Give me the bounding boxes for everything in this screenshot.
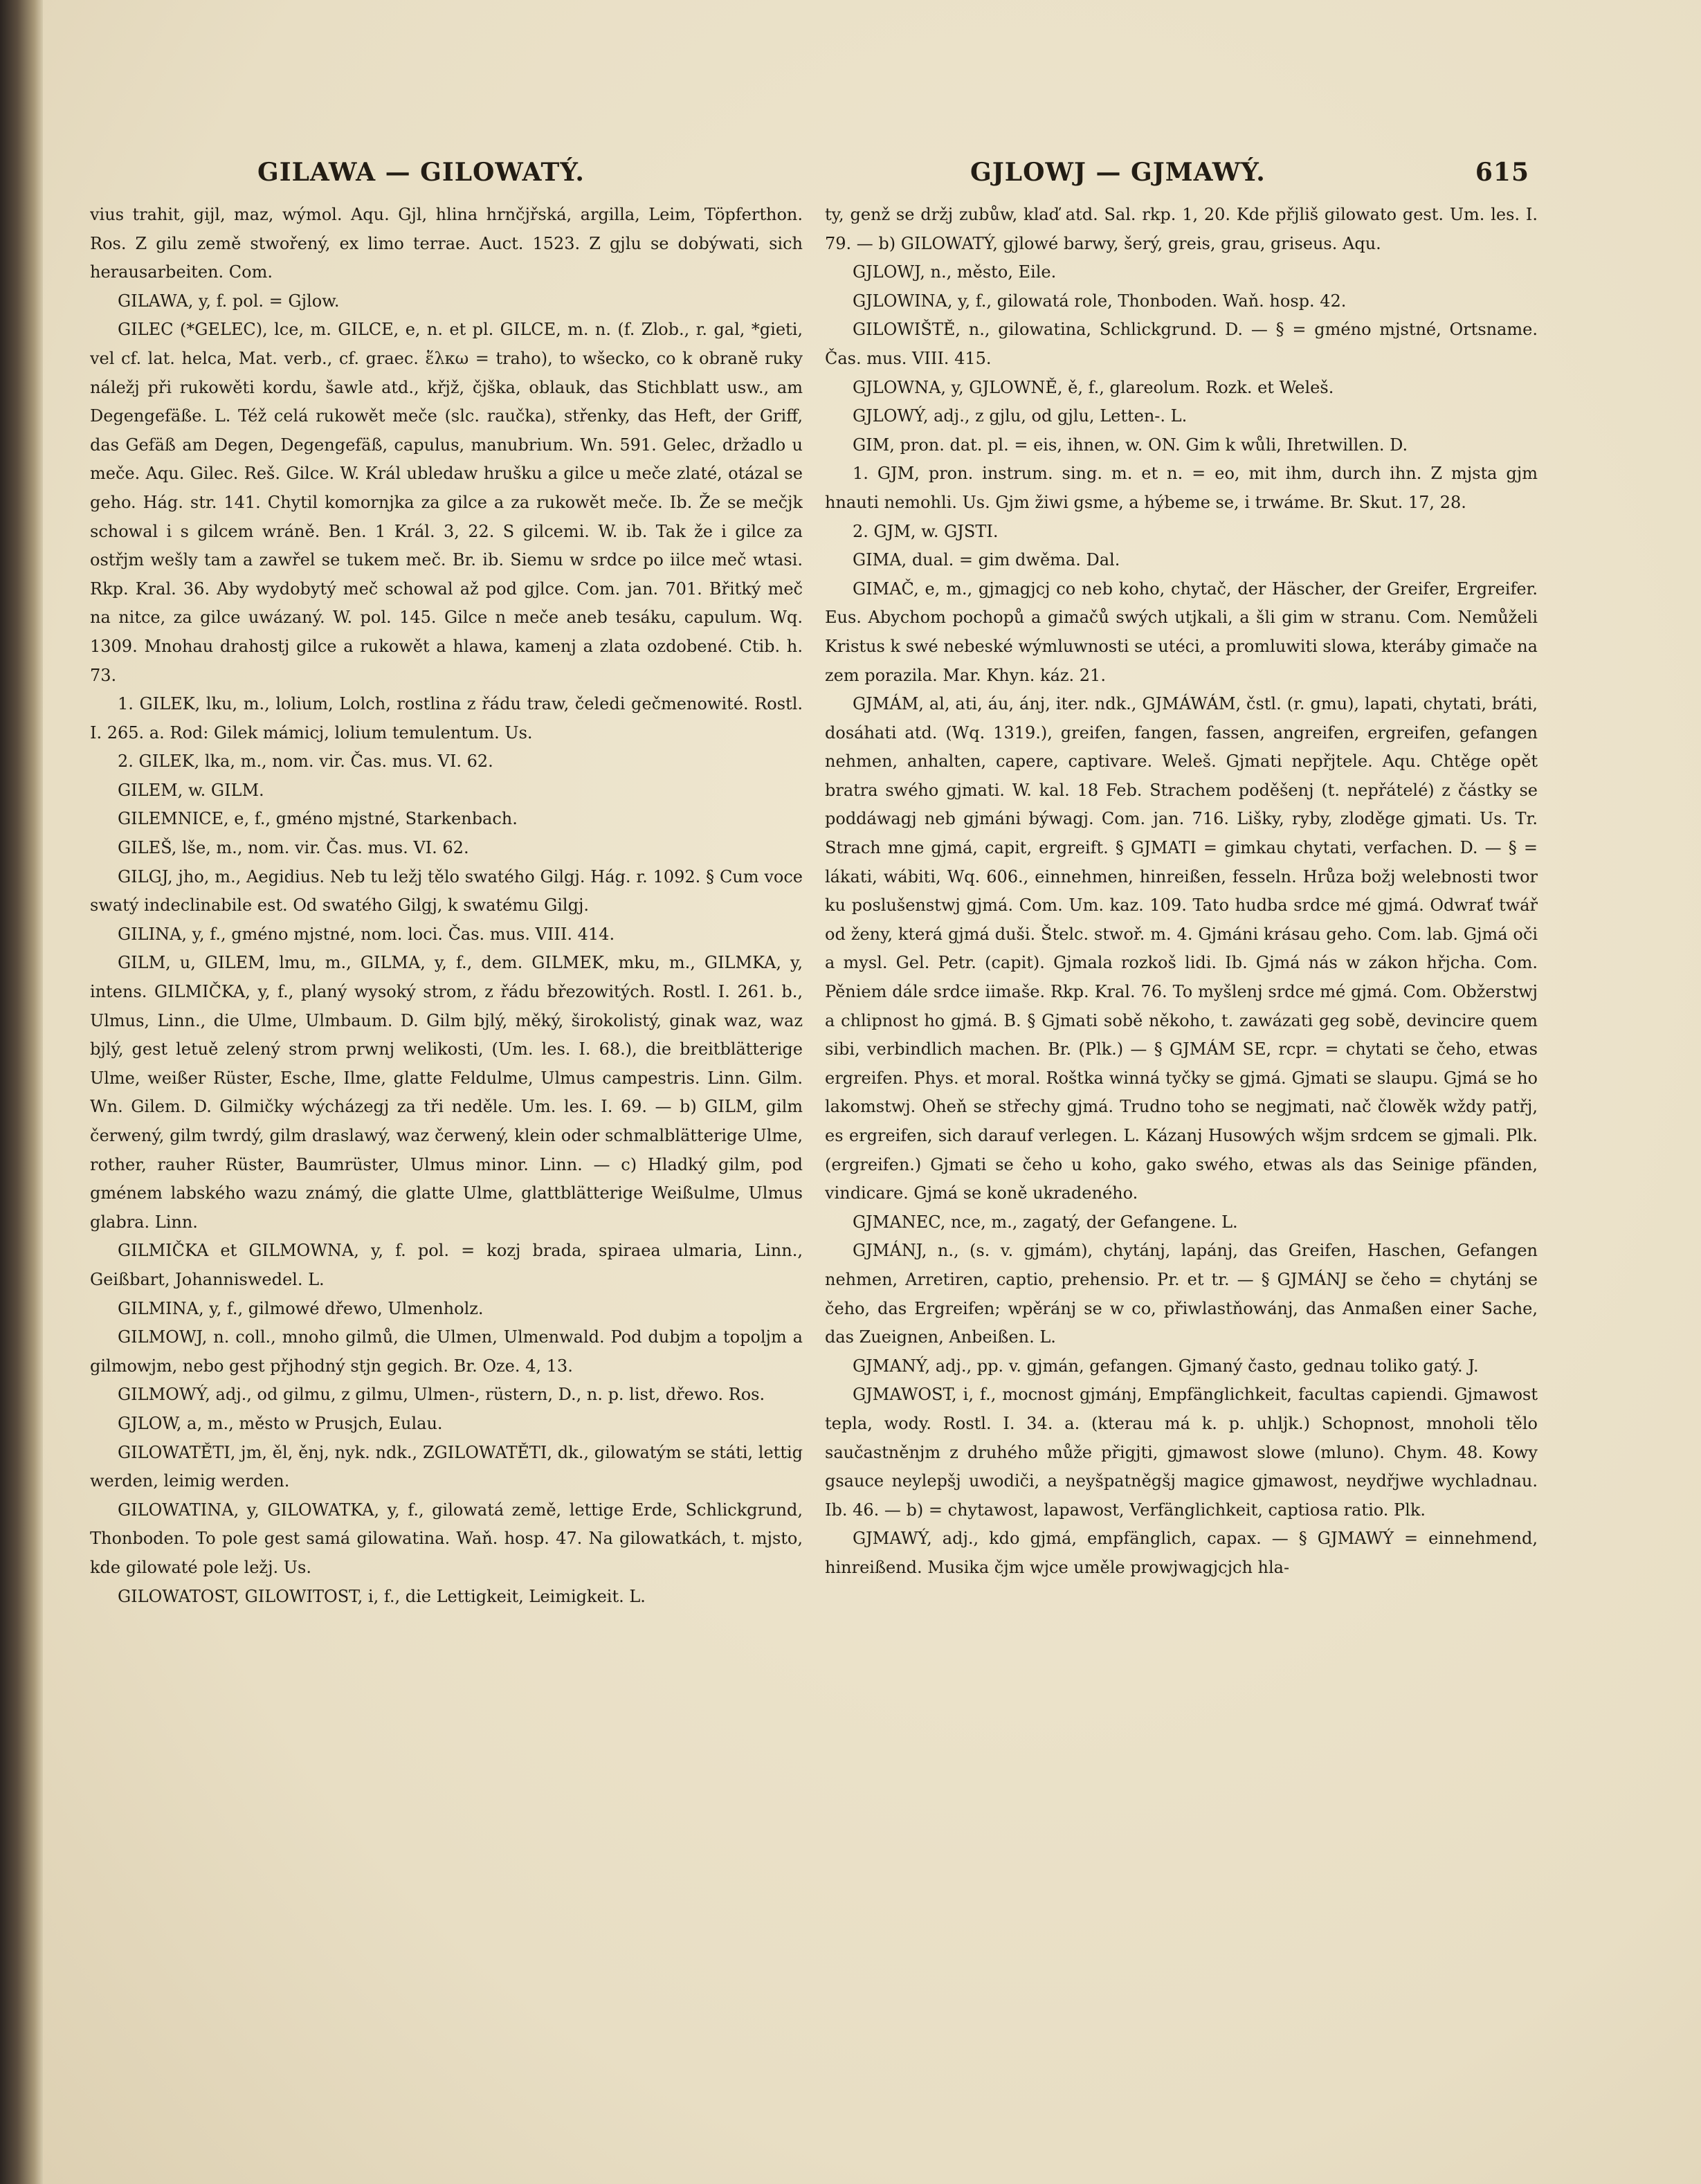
entry-paragraph: 2. GJM, w. GJSTI.: [853, 521, 999, 541]
entry-paragraph: GILOWATINA, y, GILOWATKA, y, f., gilowatá země, lettige Erde, Schlickgrund, Thonboden. To pole gest samá gilowatina. Waň. hosp. 47. Na gilowatkách, t. mjsto, kde gilowaté pole ležj. Us.: [90, 1500, 803, 1577]
entry-paragraph: GILMOWJ, n. coll., mnoho gilmů, die Ulmen, Ulmenwald. Pod dubjm a topoljm a gilmowjm, nebo gest přjhodný stjn gegich. Br. Oze. 4, 13.: [90, 1327, 803, 1376]
entry-paragraph: GJMÁNJ, n., (s. v. gjmám), chytánj, lapánj, das Greifen, Haschen, Gefangen nehmen, Arretiren, captio, prehensio. Pr. et tr. — § GJMÁNJ se čeho = chytánj se čeho, das Ergreifen; wpěránj se w co, přiwlastňowánj, das Anmaßen einer Sache, das Zueignen, Anbeißen. L.: [825, 1241, 1538, 1347]
entry-paragraph: GJMAWOST, i, f., mocnost gjmánj, Empfänglichkeit, facultas capiendi. Gjmawost tepla, wody. Rostl. I. 34. a. (kterau má k. p. uhljk.) Schopnost, mnoholi tělo saučastněnjm z druhého může přigjti, gjmawost slowe (mluno). Chym. 48. Kowy gsauce neylepšj uwodiči, a neyšpatněgšj magice gjmawost, neydřjwe wychladnau. Ib. 46. — b) = chytawost, lapawost, Verfänglichkeit, captiosa ratio. Plk.: [825, 1385, 1538, 1520]
page-number: 615: [1475, 158, 1529, 187]
right-column: [825, 201, 1538, 1945]
entry-paragraph: GILGJ, jho, m., Aegidius. Neb tu ležj tělo swatého Gilgj. Hág. r. 1092. § Cum voce swatý indeclinabile est. Od swatého Gilgj, k swatému Gilgj.: [90, 866, 803, 916]
entry-paragraph: ty, genž se držj zubůw, klaď atd. Sal. rkp. 1, 20. Kde přjliš gilowato gest. Um. les. I. 79. — b) GILOWATÝ, gjlowé barwy, šerý, greis, grau, griseus. Aqu.: [825, 205, 1538, 253]
entry-paragraph: GILOWIŠTĚ, n., gilowatina, Schlickgrund. D. — § = gméno mjstné, Ortsname. Čas. mus. VIII. 415.: [825, 320, 1538, 368]
entry-paragraph: GIM, pron. dat. pl. = eis, ihnen, w. ON. Gim k wůli, Ihretwillen. D.: [853, 435, 1408, 455]
entry-paragraph: GILMIČKA et GILMOWNA, y, f. pol. = kozj brada, spiraea ulmaria, Linn., Geißbart, Johanniswedel. L.: [90, 1241, 803, 1289]
entry-paragraph: GJLOWINA, y, f., gilowatá role, Thonboden. Waň. hosp. 42.: [853, 291, 1347, 311]
dictionary-page: [43, 0, 1701, 2184]
entry-paragraph: GILMOWÝ, adj., od gilmu, z gilmu, Ulmen-, rüstern, D., n. p. list, dřewo. Ros.: [118, 1385, 765, 1405]
entry-paragraph: GILEŠ, lše, m., nom. vir. Čas. mus. VI. 62.: [118, 838, 469, 858]
entry-paragraph: GJLOW, a, m., město w Prusjch, Eulau.: [118, 1413, 443, 1433]
entry-paragraph: GIMAČ, e, m., gjmagjcj co neb koho, chytač, der Häscher, der Greifer, Ergreifer. Eus. Abychom pochopů a gimačů swých utjkali, a šli gim w stranu. Com. Nemůželi Kristus k swé nebeské wýmluwnosti se utéci, a promluwiti slowa, kteráby gimače na zem porazila. Mar. Khyn. káz. 21.: [825, 579, 1538, 685]
header-right-title: GJLOWJ — GJMAWÝ.: [970, 158, 1266, 187]
entry-paragraph: GILM, u, GILEM, lmu, m., GILMA, y, f., dem. GILMEK, mku, m., GILMKA, y, intens. GILMIČKA, y, f., planý wysoký strom, z řádu březowitých. Rostl. I. 261. b., Ulmus, Linn., die Ulme, Ulmbaum. D. Gilm bjlý, měký, širokolistý, ginak waz, waz bjlý, gest letuě zelený strom prwnj welikosti, (Um. les. I. 68.), die breitblätterige Ulme, weißer Rüster, Esche, Ilme, glatte Feldulme, Ulmus campestris. Linn. Gilm. Wn. Gilem. D. Gilmičky wýcházegj za tři neděle. Um. les. I. 69. — b) GILM, gilm čerwený, gilm twrdý, gilm draslawý, waz čerwený, klein oder schmalblätterige Ulme, rother, rauher Rüster, Baumrüster, Ulmus minor. Linn. — c) Hladký gilm, pod gménem labského wazu známý, die glatte Ulme, glattblätterige Weißulme, Ulmus glabra. Linn.: [90, 953, 803, 1232]
entry-paragraph: GJLOWNA, y, GJLOWNĚ, ě, f., glareolum. Rozk. et Weleš.: [853, 377, 1334, 397]
running-header: [43, 144, 1701, 185]
entry-paragraph: GILEC (*GELEC), lce, m. GILCE, e, n. et pl. GILCE, m. n. (f. Zlob., r. gal, *gieti, vel cf. lat. helca, Mat. verb., cf. graec. ἕλκω = traho), to wšecko, co k obraně ruky náležj při rukowěti kordu, šawle atd., křjž, čjška, oblauk, das Stichblatt usw., am Degengefäße. L. Též celá rukowět meče (slc. raučka), střenky, das Heft, der Griff, das Gefäß am Degen, Degengefäß, capulus, manubrium. Wn. 591. Gelec, držadlo u meče. Aqu. Gilec. Reš. Gilce. W. Král ubledaw hrušku a gilce u meče zlaté, otázal se geho. Hág. str. 141. Chytil komornjka za gilce a za rukowět meče. Ib. Že se mečjk schowal i s gilcem wráně. Ben. 1 Král. 3, 22. S gilcemi. W. ib. Tak že i gilce za ostřjm wešly tam a zawřel se tukem meč. Br. ib. Siemu w srdce po iilce meč wtasi. Rkp. Kral. 36. Aby wydobytý meč schowal až pod gjlce. Com. jan. 701. Břitký meč na nitce, za gilce uwázaný. W. pol. 145. Gilce n meče aneb tesáku, capulum. Wq. 1309. Mnohau drahostj gilce a rukowět a hlawa, kamenj a zlata ozdobené. Ctib. h. 73.: [90, 320, 803, 685]
entry-paragraph: GILMINA, y, f., gilmowé dřewo, Ulmenholz.: [118, 1298, 484, 1318]
entry-paragraph: GJMANÝ, adj., pp. v. gjmán, gefangen. Gjmaný často, gednau toliko gatý. J.: [853, 1356, 1479, 1376]
entry-paragraph: GJLOWÝ, adj., z gjlu, od gjlu, Letten-. L.: [853, 406, 1188, 426]
entry-paragraph: GJLOWJ, n., město, Eile.: [853, 262, 1057, 282]
entry-paragraph: 1. GILEK, lku, m., lolium, Lolch, rostlina z řádu traw, čeledi gečmenowité. Rostl. I. 265. a. Rod: Gilek mámicj, lolium temulentum. Us.: [90, 694, 803, 743]
entry-paragraph: GILOWATĚTI, jm, ěl, ěnj, nyk. ndk., ZGILOWATĚTI, dk., gilowatým se státi, lettig werden, leimig werden.: [90, 1442, 803, 1491]
entry-paragraph: GILOWATOST, GILOWITOST, i, f., die Lettigkeit, Leimigkeit. L.: [118, 1586, 646, 1606]
left-column: [90, 201, 803, 1945]
entry-paragraph: GILINA, y, f., gméno mjstné, nom. loci. Čas. mus. VIII. 414.: [118, 924, 615, 944]
entry-paragraph: GJMANEC, nce, m., zagatý, der Gefangene. L.: [853, 1212, 1238, 1232]
entry-paragraph: 1. GJM, pron. instrum. sing. m. et n. = eo, mit ihm, durch ihn. Z mjsta gjm hnauti nemohli. Us. Gjm žiwi gsme, a hýbeme se, i trwáme. Br. Skut. 17, 28.: [825, 464, 1538, 512]
entry-paragraph: GJMÁM, al, ati, áu, ánj, iter. ndk., GJMÁWÁM, čstl. (r. gmu), lapati, chytati, bráti, dosáhati atd. (Wq. 1319.), greifen, fangen, fassen, angreifen, ergreifen, gefangen nehmen, anhalten, capere, captivare. Weleš. Gjmati nepřjtele. Aqu. Chtěge opět bratra swého gjmati. W. kal. 18 Feb. Strachem poděšenj (t. nepřátelé) z částky se poddáwagj neb gjmáni býwagj. Com. jan. 716. Lišky, ryby, zloděge gjmati. Us. Tr. Strach mne gjmá, capit, ergreift. § GJMATI = gimkau chytati, verfachen. D. — § = lákati, wábiti, Wq. 606., einnehmen, hinreißen, fesseln. Hrůza božj welebnosti twor ku poslušenstwj gjmá. Com. Um. kaz. 109. Tato hudba srdce mé gjmá. Odwrať twář od ženy, která gjmá duši. Štelc. stwoř. m. 4. Gjmáni krásau geho. Com. lab. Gjmá oči a mysl. Gel. Petr. (capit). Gjmala rozkoš lidi. Ib. Gjmá nás w zákon hřjcha. Com. Pěniem dále srdce iimaše. Rkp. Kral. 76. To myšlenj srdce mé gjmá. Com. Obžerstwj a chlipnost ho gjmá. B. § Gjmati sobě někoho, t. zawázati geg sobě, devincire quem sibi, verbindlich machen. Br. (Plk.) — § GJMÁM SE, rcpr. = chytati se čeho, etwas ergreifen. Phys. et moral. Roštka winná tyčky se gjmá. Gjmati se slaupu. Gjmá se ho lakomstwj. Oheň se střechy gjmá. Trudno toho se negjmati, nač člowěk wždy patřj, es ergreifen, sich darauf verlegen. L. Kázanj Husowých wšjm srdcem se gjmali. Plk. (ergreifen.) Gjmati se čeho u koho, gako swého, etwas als das Seinige pfänden, vindicare. Gjmá se koně ukradeného.: [825, 694, 1538, 1203]
entry-paragraph: GILAWA, y, f. pol. = Gjlow.: [118, 291, 340, 311]
entry-paragraph: GILEMNICE, e, f., gméno mjstné, Starkenbach.: [118, 809, 518, 829]
entry-paragraph: GILEM, w. GILM.: [118, 780, 264, 800]
header-left-title: GILAWA — GILOWATÝ.: [257, 158, 585, 187]
entry-paragraph: 2. GILEK, lka, m., nom. vir. Čas. mus. VI. 62.: [118, 752, 493, 772]
entry-paragraph: GJMAWÝ, adj., kdo gjmá, empfänglich, capax. — § GJMAWÝ = einnehmend, hinreißend. Musika čjm wjce uměle prowjwagjcjch hla-: [825, 1529, 1538, 1577]
book-spine-shadow: [0, 0, 43, 2184]
entry-paragraph: GIMA, dual. = gim dwěma. Dal.: [853, 550, 1120, 570]
entry-paragraph: vius trahit, gijl, maz, wýmol. Aqu. Gjl, hlina hrnčjřská, argilla, Leim, Töpferthon. Ros. Z gilu země stwořený, ex limo terrae. Auct. 1523. Z gjlu se dobýwati, sich herausarbeiten. Com.: [90, 205, 803, 282]
